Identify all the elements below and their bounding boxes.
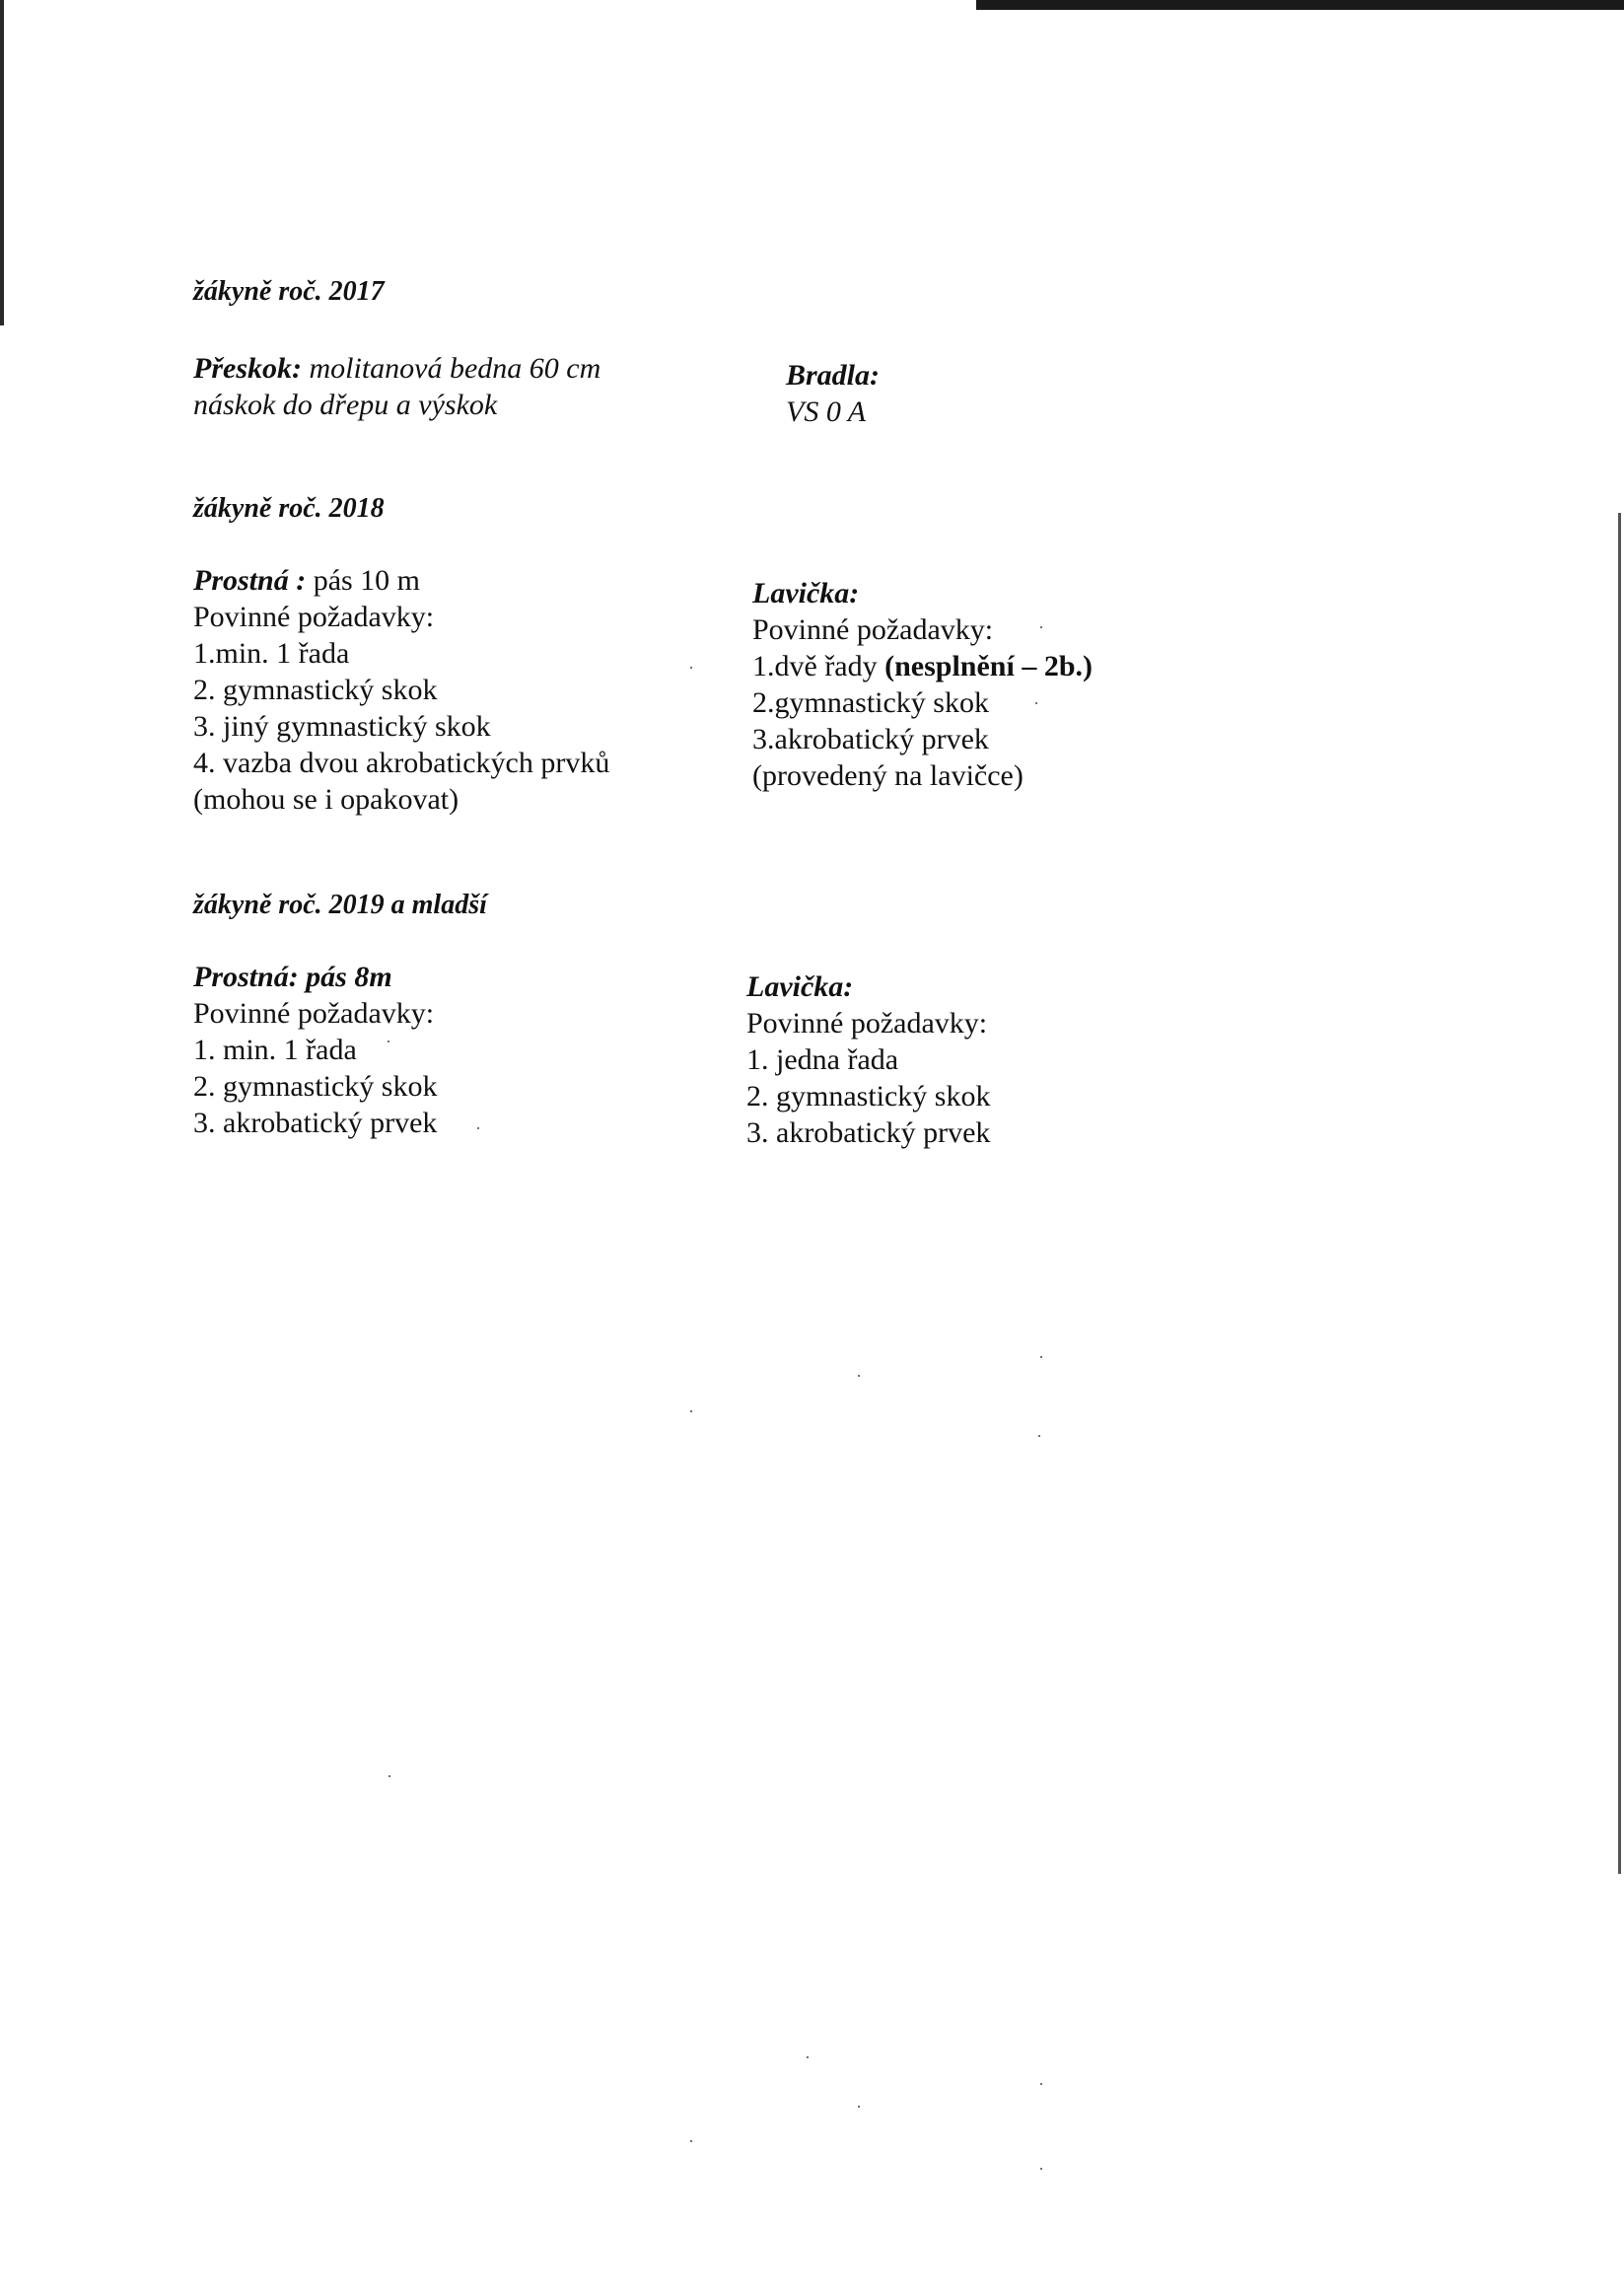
prostna-2019-line-1: Povinné požadavky: bbox=[193, 997, 435, 1030]
scan-edge-right bbox=[1618, 513, 1621, 1874]
prostna-2018-line-6: (mohou se i opakovat) bbox=[193, 783, 459, 816]
lavicka-2018-line-2 bbox=[752, 648, 1093, 684]
lavicka-2018-penalty: (nesplnění – 2b.) bbox=[884, 650, 1094, 682]
prostna-2018-line-3: 2. gymnastický skok bbox=[193, 674, 438, 706]
lavicka-2018-line-4: 3.akrobatický prvek bbox=[752, 723, 989, 755]
scan-speck bbox=[1040, 2083, 1042, 2085]
lavicka-2019-line-4: 3. akrobatický prvek bbox=[746, 1116, 991, 1149]
lavicka-2019-line-1: Povinné požadavky: bbox=[746, 1007, 988, 1040]
section-heading-2018: žákyně roč. 2018 bbox=[193, 493, 385, 524]
scan-speck bbox=[1040, 626, 1042, 628]
lavicka-2018-title: Lavička: bbox=[752, 577, 860, 610]
prostna-2018-mat: pás 10 m bbox=[306, 564, 421, 597]
prostna-2019-line-2: 1. min. 1 řada bbox=[193, 1034, 357, 1066]
prostna-2019-line-3: 2. gymnastický skok bbox=[193, 1070, 438, 1103]
preskok-block bbox=[193, 350, 600, 423]
lavicka-2018-block bbox=[752, 575, 1093, 794]
scan-speck bbox=[477, 1127, 479, 1129]
lavicka-2018-line-1: Povinné požadavky: bbox=[752, 613, 994, 646]
scan-speck bbox=[690, 2140, 692, 2142]
bradla-block bbox=[786, 357, 880, 430]
lavicka-2019-line-2: 1. jedna řada bbox=[746, 1043, 899, 1076]
scan-speck bbox=[388, 1775, 390, 1777]
lavicka-2018-line-3: 2.gymnastický skok bbox=[752, 686, 989, 719]
scan-speck bbox=[1040, 2168, 1042, 2170]
lavicka-2019-line-3: 2. gymnastický skok bbox=[746, 1080, 991, 1112]
lavicka-2019-block bbox=[746, 968, 991, 1151]
scan-edge-left bbox=[0, 0, 4, 325]
preskok-apparatus: molitanová bedna 60 cm bbox=[301, 352, 601, 385]
scan-speck bbox=[690, 667, 692, 669]
section-heading-2019: žákyně roč. 2019 a mladší bbox=[193, 890, 487, 920]
section-heading-2017: žákyně roč. 2017 bbox=[193, 276, 385, 307]
scan-speck bbox=[807, 2056, 809, 2058]
scan-speck bbox=[1038, 1435, 1040, 1437]
scan-speck bbox=[858, 2106, 860, 2108]
prostna-2019-block bbox=[193, 959, 438, 1141]
scan-speck bbox=[1035, 702, 1037, 704]
bradla-title: Bradla: bbox=[786, 359, 881, 392]
lavicka-2018-line-2-text: 1.dvě řady bbox=[752, 650, 885, 682]
scan-speck bbox=[858, 1375, 860, 1377]
prostna-2018-title-line bbox=[193, 562, 609, 599]
prostna-2018-line-4: 3. jiný gymnastický skok bbox=[193, 710, 491, 743]
preskok-line-1: náskok do dřepu a výskok bbox=[193, 389, 498, 421]
scan-speck bbox=[690, 1410, 692, 1412]
prostna-2019-title: Prostná: pás 8m bbox=[193, 961, 392, 993]
lavicka-2018-line-5: (provedený na lavičce) bbox=[752, 759, 1024, 792]
prostna-2018-line-2: 1.min. 1 řada bbox=[193, 637, 350, 670]
prostna-2018-line-1: Povinné požadavky: bbox=[193, 601, 435, 633]
prostna-2018-line-5: 4. vazba dvou akrobatických prvků bbox=[193, 747, 610, 779]
preskok-title: Přeskok: bbox=[193, 352, 302, 385]
scan-edge-top bbox=[976, 0, 1624, 10]
bradla-line-1: VS 0 A bbox=[786, 395, 867, 428]
lavicka-2019-title: Lavička: bbox=[746, 970, 854, 1003]
prostna-2019-line-4: 3. akrobatický prvek bbox=[193, 1107, 438, 1139]
prostna-2018-block bbox=[193, 562, 609, 818]
prostna-2018-title: Prostná : bbox=[193, 564, 307, 597]
preskok-title-line bbox=[193, 350, 600, 387]
scan-speck bbox=[388, 1040, 389, 1042]
scan-speck bbox=[1040, 1356, 1042, 1358]
